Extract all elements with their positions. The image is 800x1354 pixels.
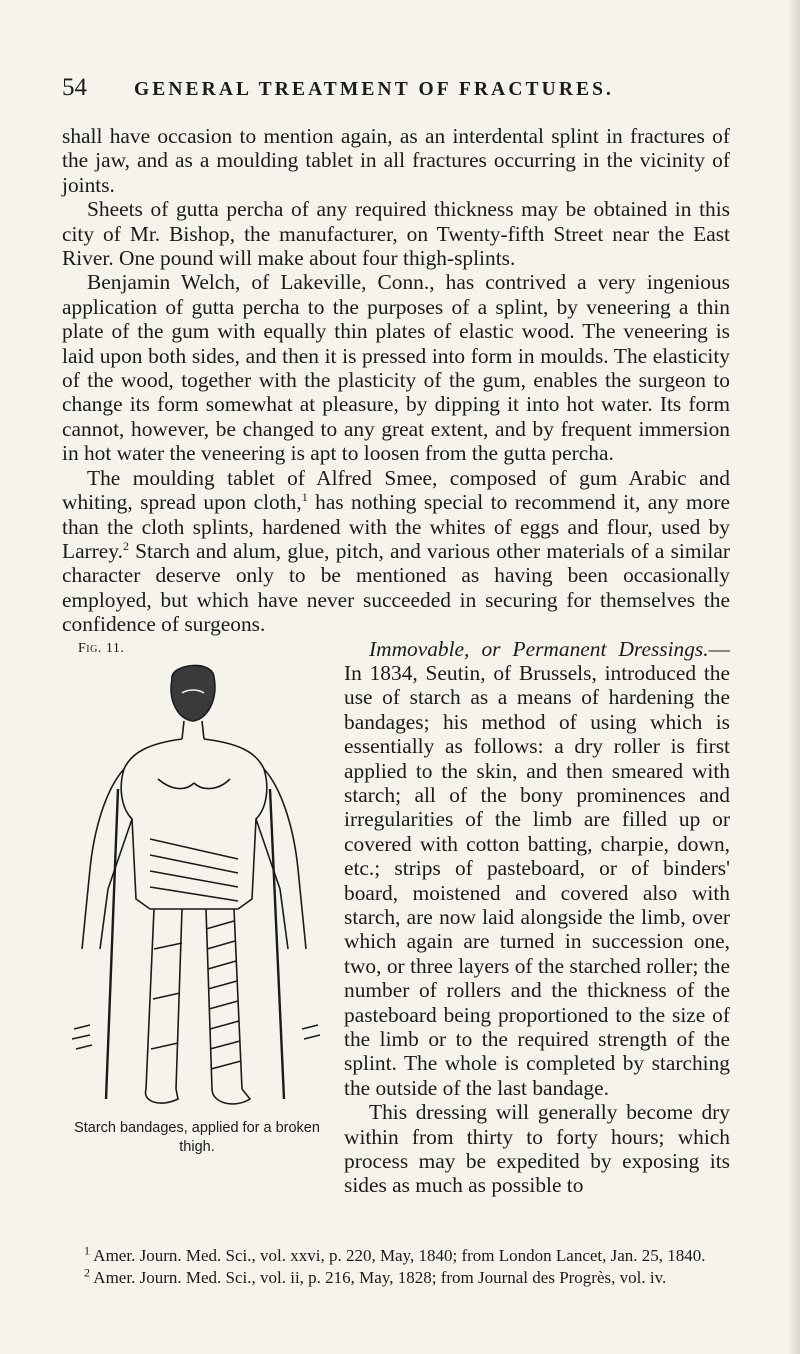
footnote-1-text: Amer. Journ. Med. Sci., vol. xxvi, p. 220, May, 1840; from London Lancet, Jan. 25, 1840. [90, 1246, 706, 1265]
footnote-ref-2: 2 [122, 538, 129, 553]
paragraph-5-text: — In 1834, Seutin, of Brussels, introduced the use of starch as a means of hardening the bandages; his method of using which is essentially as follows: a dry roller is first applied to the skin, and then smeared with starch; all of the bony prominences and irregularities of the limb are filled up or covered with cotton batting, charpie, down, etc.; strips of pasteboard, or of binders' board, moistened and covered also with starch, are now laid alongside the limb, over which again are turned in succession one, two, or three layers of the starched roller; the number of rollers and the thickness of the pasteboard being proportioned to the size of the limb or to the required strength of the splint. The whole is completed by starching the outside of the last bandage. [344, 636, 730, 1100]
head-shape [171, 665, 215, 721]
section-heading-immovable-dressings: Immovable, or Permanent Dressings. [369, 636, 709, 661]
figure-caption: Starch bandages, applied for a broken thigh. [74, 1119, 320, 1155]
splint-left [106, 789, 118, 1099]
footnote-1 [62, 1245, 730, 1267]
footnotes [62, 1245, 730, 1289]
right-arm [256, 769, 306, 949]
figure-11 [62, 637, 332, 1197]
footnote-2 [62, 1267, 730, 1289]
figure-label: Fig. 11. [78, 640, 125, 656]
left-foot [145, 1089, 178, 1103]
paragraph-4 [62, 466, 730, 637]
figure-illustration [62, 659, 332, 1119]
paragraph-4-part-c: Starch and alum, glue, pitch, and various other materials of a similar character deserve only to be mentioned as having been occasionally employed, but which have never succeeded in securing for themselves the confidence of surgeons. [62, 538, 730, 637]
paragraph-2: Sheets of gutta percha of any required thickness may be obtained in this city of Mr. Bishop, the manufacturer, on Twenty-fifth Street near the East River. One pound will make about four thigh-splints. [62, 197, 730, 271]
torso-outline [121, 739, 267, 909]
right-foot [212, 1089, 250, 1104]
page-edge-shadow [788, 0, 800, 1354]
footnote-1-mark: 1 [84, 1243, 90, 1258]
left-leg [146, 909, 182, 1089]
footnote-2-mark: 2 [84, 1265, 90, 1280]
paragraph-6: This dressing will generally become dry within from thirty to forty hours; which process may be expedited by exposing its sides as much as possible to [344, 1100, 730, 1198]
paragraph-4-part-b: has nothing special to recommend it, any more than the cloth splints, hardened with the whites of eggs and flour, used by Larrey. [62, 490, 730, 563]
footnote-ref-1: 1 [301, 489, 308, 504]
paragraph-3: Benjamin Welch, of Lakeville, Conn., has contrived a very ingenious application of gutta percha to the purposes of a splint, by veneering a thin plate of the gum with equally thin plates of elastic wood. The veneering is laid upon both sides, and then it is pressed into form in moulds. The elasticity of the wood, together with the plasticity of the gum, enables the surgeon to change its form somewhat at pleasure, by dipping it into hot water. Its form cannot, however, be changed to any great extent, and by frequent immersion in hot water the veneering is apt to loosen from the gutta percha. [62, 270, 730, 466]
paragraph-1: shall have occasion to mention again, as an interdental splint in fractures of the jaw, and as a moulding tablet in all fractures occurring in the vicinity of joints. [62, 124, 730, 197]
page-header [62, 74, 660, 102]
running-title: GENERAL TREATMENT OF FRACTURES. [134, 79, 615, 100]
splint-right [270, 789, 284, 1099]
paragraph-4-part-a: The moulding tablet of Alfred Smee, composed of gum Arabic and whiting, spread upon cloth, [62, 465, 730, 515]
main-text [62, 124, 730, 1198]
left-arm [82, 769, 132, 949]
footnote-2-text: Amer. Journ. Med. Sci., vol. ii, p. 216, May, 1828; from Journal des Progrès, vol. iv. [90, 1268, 667, 1287]
page-number: 54 [62, 74, 87, 101]
